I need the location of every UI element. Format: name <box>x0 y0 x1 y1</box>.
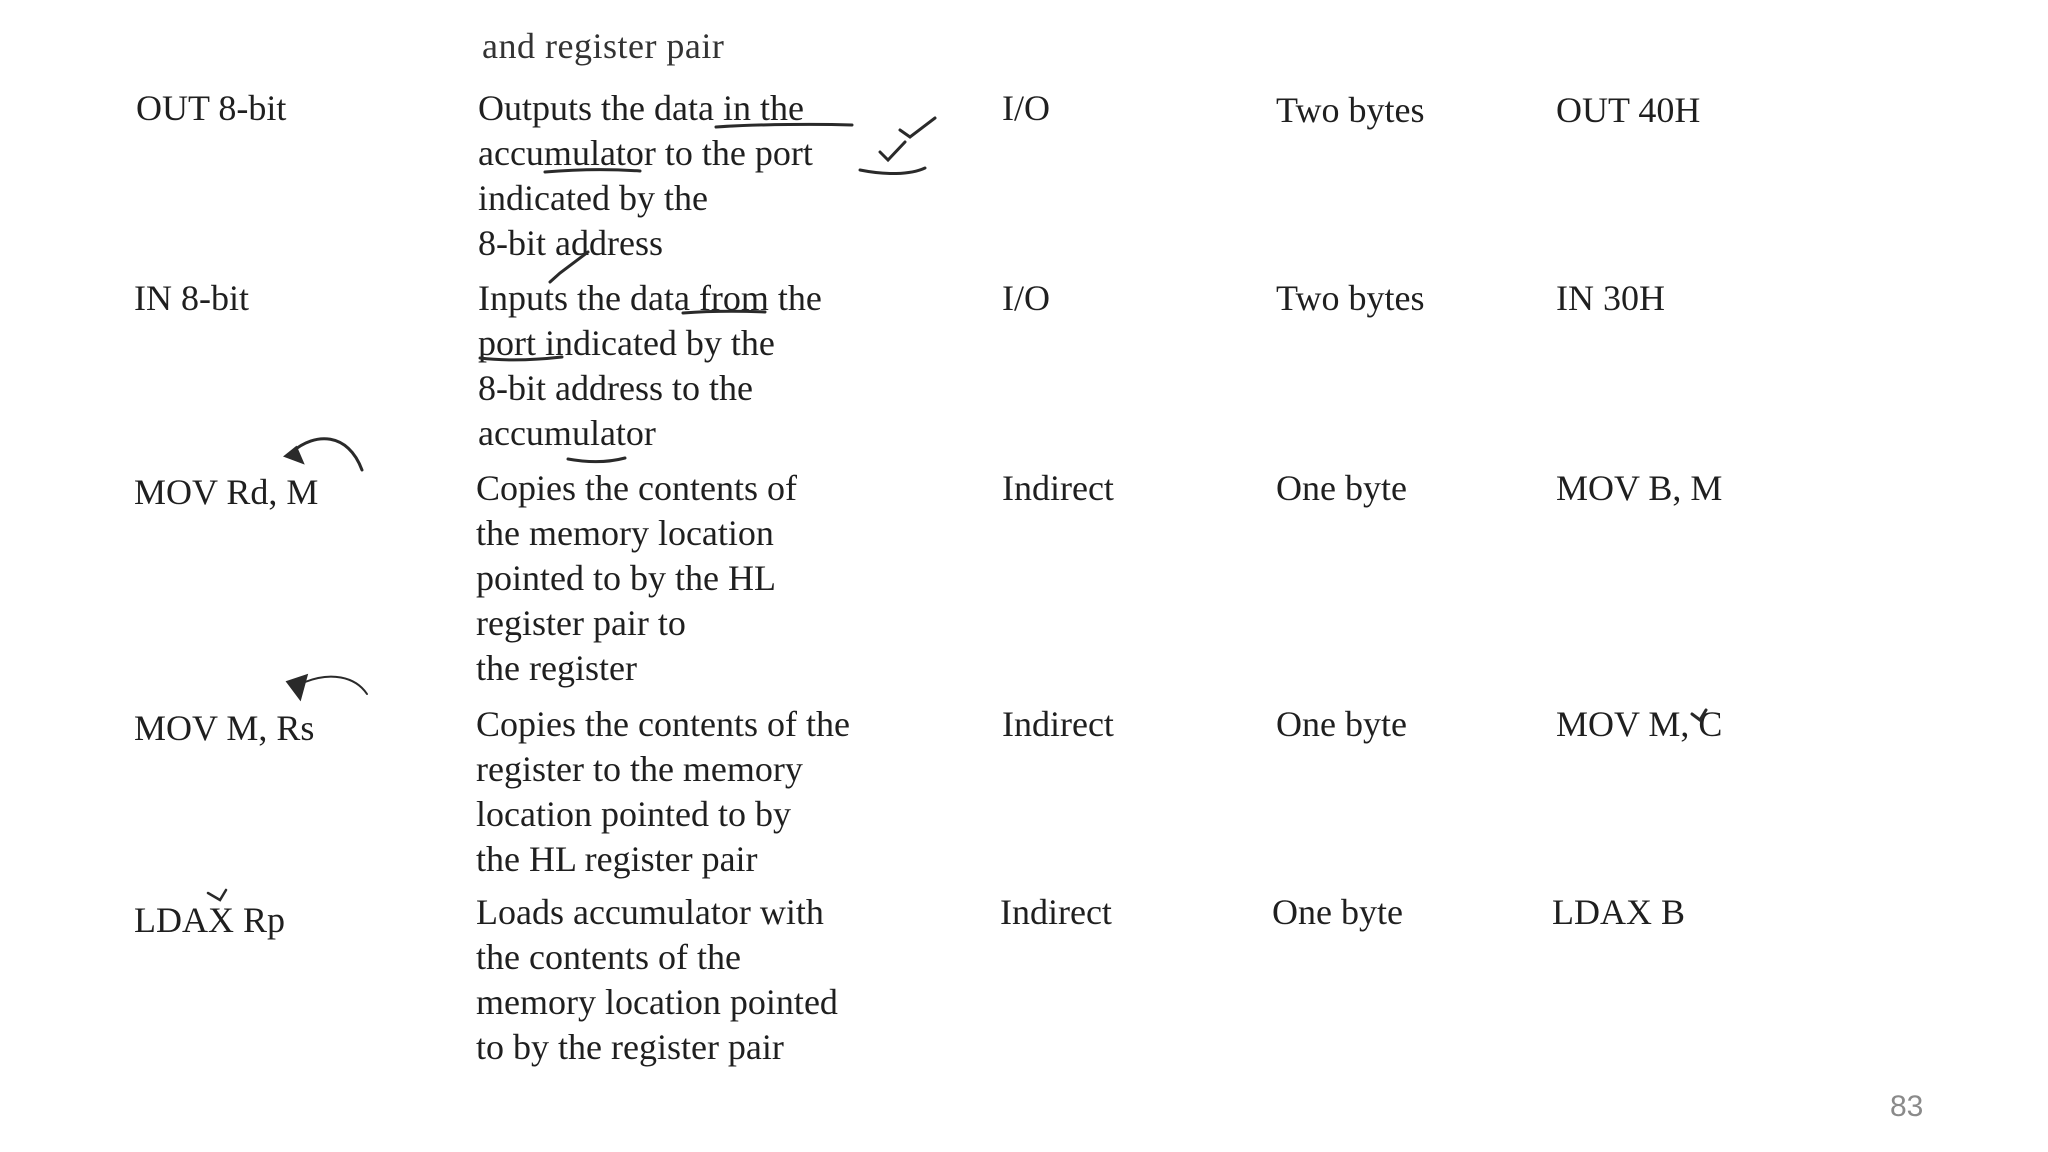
description-line: memory location pointed <box>476 982 838 1022</box>
arrow-mark <box>288 676 306 698</box>
addressing-mode-cell: Indirect <box>1002 704 1114 744</box>
addressing-mode-cell: I/O <box>1002 278 1050 318</box>
check-mark <box>900 118 935 137</box>
cut-off-text-content: and register pair <box>482 26 725 66</box>
description-line: register pair to <box>476 603 686 643</box>
example-cell: IN 30H <box>1556 278 1665 318</box>
description-line: Outputs the data in the <box>478 88 804 128</box>
instruction-cell: LDAX Rp <box>134 900 285 940</box>
addressing-mode-cell: Indirect <box>1002 468 1114 508</box>
description-line: pointed to by the HL <box>476 558 776 598</box>
underline-mark <box>860 168 925 174</box>
description-cell <box>476 466 797 691</box>
description-cell <box>478 276 822 456</box>
cut-off-text <box>482 26 902 70</box>
description-line: the HL register pair <box>476 839 758 879</box>
description-line: location pointed to by <box>476 794 791 834</box>
addressing-mode-cell: Indirect <box>1000 892 1112 932</box>
description-line: accumulator <box>478 413 656 453</box>
description-cell <box>476 702 850 882</box>
check-mark <box>880 142 905 160</box>
instruction-cell: MOV M, Rs <box>134 708 315 748</box>
description-cell <box>478 86 813 266</box>
description-line: accumulator to the port <box>478 133 813 173</box>
description-line: 8-bit address <box>478 223 663 263</box>
description-line: 8-bit address to the <box>478 368 753 408</box>
description-line: the register <box>476 648 637 688</box>
example-cell: OUT 40H <box>1556 90 1701 130</box>
instruction-cell: MOV Rd, M <box>134 472 319 512</box>
description-line: indicated by the <box>478 178 708 218</box>
size-cell: Two bytes <box>1276 90 1425 130</box>
description-line: port indicated by the <box>478 323 775 363</box>
underline-mark <box>568 458 625 462</box>
arrow-mark <box>286 448 302 462</box>
arrow-mark <box>305 677 367 694</box>
description-line: Inputs the data from the <box>478 278 822 318</box>
description-cell <box>476 890 838 1070</box>
description-line: the contents of the <box>476 937 741 977</box>
addressing-mode-cell: I/O <box>1002 88 1050 128</box>
description-line: to by the register pair <box>476 1027 784 1067</box>
description-line: Copies the contents of <box>476 468 797 508</box>
size-cell: One byte <box>1272 892 1403 932</box>
size-cell: One byte <box>1276 704 1407 744</box>
arrow-mark <box>292 439 362 470</box>
description-line: register to the memory <box>476 749 803 789</box>
example-cell: MOV B, M <box>1556 468 1723 508</box>
page-number: 83 <box>1890 1090 1924 1123</box>
example-cell: LDAX B <box>1552 892 1685 932</box>
description-line: Copies the contents of the <box>476 704 850 744</box>
size-cell: Two bytes <box>1276 278 1425 318</box>
instruction-cell: IN 8-bit <box>134 278 249 318</box>
size-cell: One byte <box>1276 468 1407 508</box>
instruction-cell: OUT 8-bit <box>136 88 287 128</box>
example-cell: MOV M, C <box>1556 704 1723 744</box>
description-line: the memory location <box>476 513 774 553</box>
description-line: Loads accumulator with <box>476 892 824 932</box>
